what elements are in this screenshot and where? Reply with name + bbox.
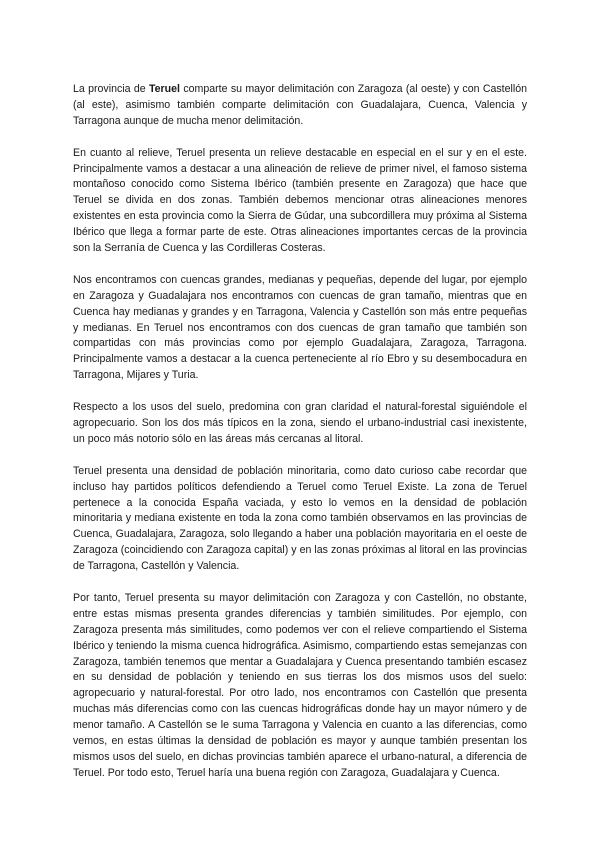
paragraph-basins: Nos encontramos con cuencas grandes, medianas y pequeñas, depende del lugar, por ejemplo en Zaragoza y Guadalajara nos encontramos con cuencas de gran tamaño, mientras que en Cuenca hay medianas y grandes y en Tarragona, Valencia y Castellón son más entre pequeñas y medianas. En Teruel nos encontramos con dos cuencas de gran tamaño que también son compartidas con más provincias como por ejemplo Guadalajara, Zaragoza, Tarragona. Principalmente vamos a destacar a la cuenca perteneciente al río Ebro y su desembocadura en Tarragona, Mijares y Turia.	[73, 273, 527, 382]
paragraph-population: Teruel presenta una densidad de población minoritaria, como dato curioso cabe recordar que incluso hay partidos políticos defendiendo a Teruel como Teruel Existe. La zona de Teruel pertenece a la conocida España vaciada, y esto lo vemos en la densidad de población minoritaria y mediana existente en toda la zona como también observamos en las provincias de Cuenca, Guadalajara, Zaragoza, solo llegando a haber una población mayoritaria en el oeste de Zaragoza (coincidiendo con Zaragoza capital) y en las zonas próximas al litoral en las provincias de Tarragona, Castellón y Valencia.	[73, 464, 527, 573]
paragraph-delimitation-rest: comparte su mayor delimitación con Zaragoza (al oeste) y con Castellón (al este), asimismo también comparte delimitación con Guadalajara, Cuenca, Valencia y Tarragona aunque de mucha menor delimitación.	[73, 83, 527, 127]
paragraph-delimitation	[73, 82, 527, 130]
teruel-bold-text: Teruel	[148, 83, 180, 95]
paragraph-delimitation-lead: La provincia de	[73, 83, 149, 95]
document-page	[73, 82, 527, 798]
paragraph-land-use: Respecto a los usos del suelo, predomina con gran claridad el natural-forestal siguiéndole el agropecuario. Son los dos más típicos en la zona, siendo el urbano-industrial casi inexistente, un poco más notorio sólo en las áreas más cercanas al litoral.	[73, 401, 527, 445]
paragraph-conclusion: Por tanto, Teruel presenta su mayor delimitación con Zaragoza y con Castellón, no obstante, entre estas mismas presenta grandes diferencias y también similitudes. Por ejemplo, con Zaragoza presenta más similitudes, como podemos ver con el relieve compartiendo el Sistema Ibérico y teniendo la misma cuenca hidrográfica. Asimismo, compartiendo estas semejanzas con Zaragoza, también tenemos que mentar a Guadalajara y Cuenca presentando también escasez en su densidad de población y teniendo en sus tierras los dos mismos usos del suelo: agropecuario y natural-forestal. Por otro lado, nos encontramos con Castellón que presenta muchas más diferencias como con las cuencas hidrográficas donde hay un mayor número y de menor tamaño. A Castellón se le suma Tarragona y Valencia en cuanto a las diferencias, como vemos, en estas últimas la densidad de población es mayor y aunque también presentan los mismos usos del suelo, en dichas provincias también aparece el urbano-natural, a diferencia de Teruel. Por todo esto, Teruel haría una buena región con Zaragoza, Guadalajara y Cuenca.	[73, 591, 527, 779]
paragraph-relief: En cuanto al relieve, Teruel presenta un relieve destacable en especial en el sur y en el este. Principalmente vamos a destacar a una alineación de relieve de primer nivel, el famoso sistema montañoso conocido como Sistema Ibérico (también presente en Zaragoza) que hace que Teruel se divida en dos zonas. También debemos mencionar otras alineaciones menores existentes en esta provincia como la Sierra de Gúdar, una subcordillera muy próxima al Sistema Ibérico que llega a formar parte de este. Otras alineaciones importantes cercas de la provincia son la Serranía de Cuenca y las Cordilleras Costeras.	[73, 146, 527, 255]
